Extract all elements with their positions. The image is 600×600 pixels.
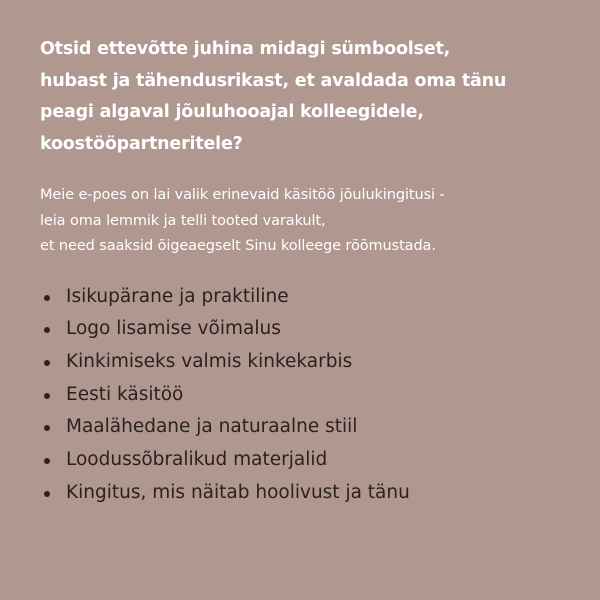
benefit-text: Kinkimiseks valmis kinkekarbis [66, 350, 353, 372]
benefit-text: Kingitus, mis näitab hoolivust ja tänu [66, 481, 410, 503]
benefits-list [40, 281, 560, 510]
headline-line: Otsid ettevõtte juhina midagi sümboolset, [40, 39, 451, 59]
bullet-dot-icon [44, 295, 50, 301]
bullet-dot-icon [44, 458, 50, 464]
bullet-dot-icon [44, 327, 50, 333]
list-item [40, 313, 560, 346]
list-item [40, 444, 560, 477]
bullet-dot-icon [44, 360, 50, 366]
headline-line: hubast ja tähendusrikast, et avaldada oma tänu [40, 70, 507, 91]
headline-line: koostööpartneritele? [40, 133, 243, 154]
list-item [40, 379, 560, 412]
benefit-text: Eesti käsitöö [66, 383, 184, 405]
intro-paragraph [40, 183, 560, 260]
intro-line: Meie e-poes on lai valik erinevaid käsitöö jõulukingitusi - [40, 187, 445, 203]
list-item [40, 346, 560, 379]
headline [40, 34, 560, 160]
list-item [40, 281, 560, 314]
benefit-text: Isikupärane ja praktiline [66, 285, 289, 307]
list-item [40, 411, 560, 444]
benefit-text: Logo lisamise võimalus [66, 318, 281, 340]
intro-line: leia oma lemmik ja telli tooted varakult, [40, 212, 326, 229]
benefit-text: Maalähedane ja naturaalne stiil [66, 416, 358, 438]
bullet-dot-icon [44, 425, 50, 431]
intro-line: et need saaksid õigeaegselt Sinu kolleege rõõmustada. [40, 238, 436, 254]
benefit-text: Loodussõbralikud materjalid [66, 449, 328, 471]
bullet-dot-icon [44, 491, 50, 497]
bullet-dot-icon [44, 393, 50, 399]
headline-line: peagi algaval jõuluhooajal kolleegidele, [40, 102, 424, 122]
list-item [40, 477, 560, 510]
